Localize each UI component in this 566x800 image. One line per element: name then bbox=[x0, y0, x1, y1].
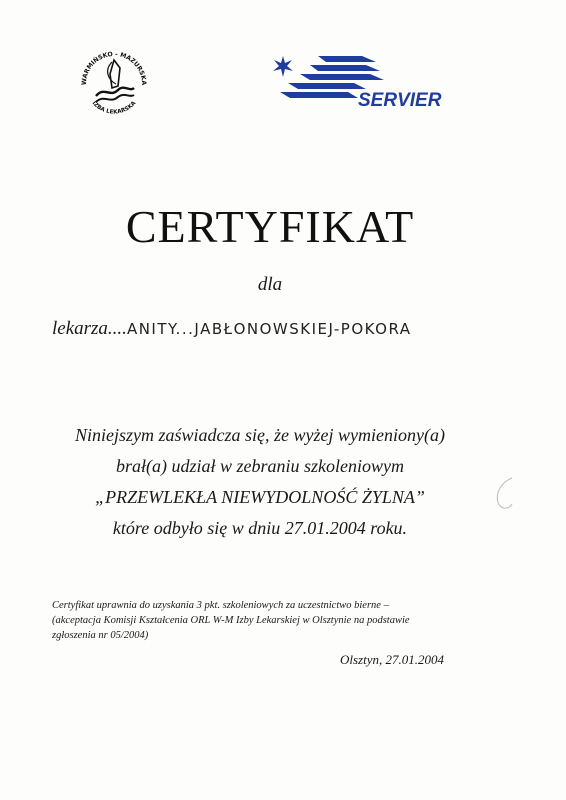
note-line: zgłoszenia nr 05/2004) bbox=[52, 630, 149, 641]
body-line: Niniejszym zaświadcza się, że wyżej wymieniony(a) bbox=[75, 425, 445, 445]
certificate-body bbox=[0, 420, 520, 544]
medical-chamber-seal bbox=[74, 40, 154, 120]
recipient-line bbox=[52, 318, 412, 340]
pencil-mark bbox=[490, 474, 520, 514]
recipient-name: ANITY...JABŁONOWSKIEJ-POKORA bbox=[126, 320, 412, 338]
body-line: które odbyło się w dniu 27.01.2004 roku. bbox=[112, 518, 408, 538]
accreditation-note bbox=[52, 598, 462, 643]
note-line: (akceptacja Komisji Kształcenia ORL W-M Izby Lekarskiej w Olsztynie na podstawie bbox=[52, 615, 410, 626]
note-line: Certyfikat uprawnia do uzyskania 3 pkt. szkoleniowych za uczestnictwo bierne – bbox=[52, 600, 389, 611]
svg-text:SERVIER: SERVIER bbox=[358, 90, 442, 111]
svg-text:IZBA LEKARSKA: IZBA LEKARSKA bbox=[90, 100, 138, 116]
place-and-date: Olsztyn, 27.01.2004 bbox=[340, 652, 444, 667]
for-label: dla bbox=[257, 274, 283, 295]
recipient-prefix: lekarza.... bbox=[52, 318, 127, 339]
body-line: brał(a) udział w zebraniu szkoleniowym bbox=[116, 456, 404, 476]
svg-text:WARMIŃSKO - MAZURSKA: WARMIŃSKO - MAZURSKA bbox=[80, 50, 148, 86]
servier-logo bbox=[266, 50, 458, 114]
star-icon bbox=[273, 56, 293, 77]
certificate-title: CERTYFIKAT bbox=[125, 201, 415, 252]
body-line: „PRZEWLEKŁA NIEWYDOLNOŚĆ ŻYLNA” bbox=[95, 487, 425, 507]
